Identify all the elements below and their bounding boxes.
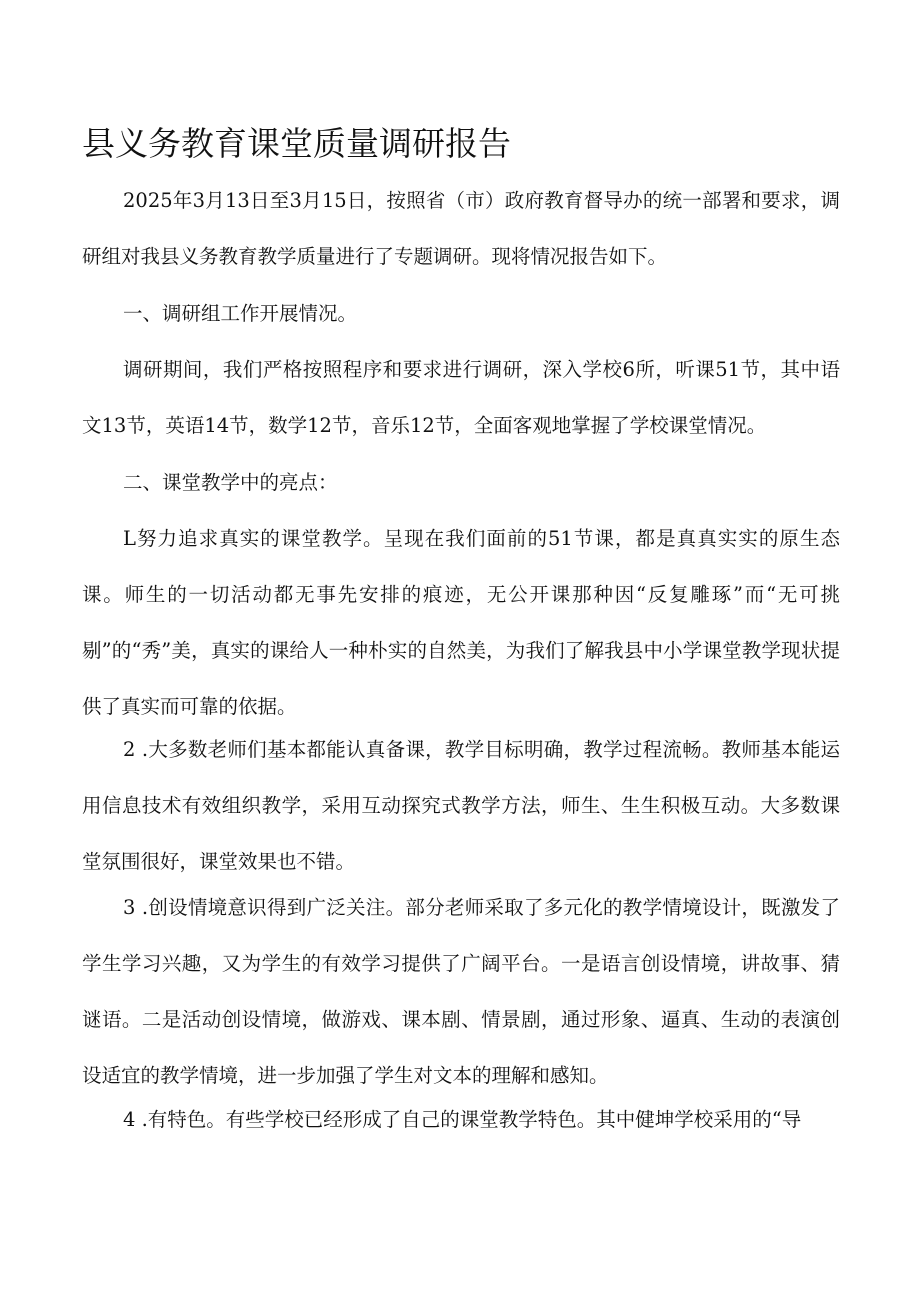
paragraph-point-3: 3 .创设情境意识得到广泛关注。部分老师采取了多元化的教学情境设计，既激发了学生学习兴趣，又为学生的有效学习提供了广阔平台。一是语言创设情境，讲故事、猜谜语。二是活动创设情境，做游戏、课本剧、情景剧，通过形象、逼真、生动的表演创设适宜的教学情境，进一步加强了学生对文本的理解和感知。 (82, 896, 840, 1087)
paragraph-point-1: L努力追求真实的课堂教学。呈现在我们面前的51节课，都是真真实实的原生态课。师生的一切活动都无事先安排的痕迹，无公开课那种因“反复雕琢”而“无可挑剔”的“秀”美，真实的课给人一种朴实的自然美，为我们了解我县中小学课堂教学现状提供了真实而可靠的依据。 (82, 527, 840, 718)
section-heading-2: 二、课堂教学中的亮点： (123, 471, 338, 494)
intro-paragraph: 2025年3月13日至3月15日，按照省（市）政府教育督导办的统一部署和要求，调研组对我县义务教育教学质量进行了专题调研。现将情况报告如下。 (82, 189, 840, 268)
document-title: 县义务教育课堂质量调研报告 (82, 124, 511, 163)
paragraph-research-scope: 调研期间，我们严格按照程序和要求进行调研，深入学校6所，听课51节，其中语文13节，英语14节，数学12节，音乐12节，全面客观地掌握了学校课堂情况。 (82, 358, 840, 437)
section-heading-1: 一、调研组工作开展情况。 (123, 302, 358, 325)
paragraph-point-2: 2 .大多数老师们基本都能认真备课，教学目标明确，教学过程流畅。教师基本能运用信息技术有效组织教学，采用互动探究式教学方法，师生、生生积极互动。大多数课堂氛围很好，课堂效果也不错。 (82, 738, 840, 873)
paragraph-point-4: 4 .有特色。有些学校已经形成了自己的课堂教学特色。其中健坤学校采用的“导 (123, 1108, 802, 1131)
